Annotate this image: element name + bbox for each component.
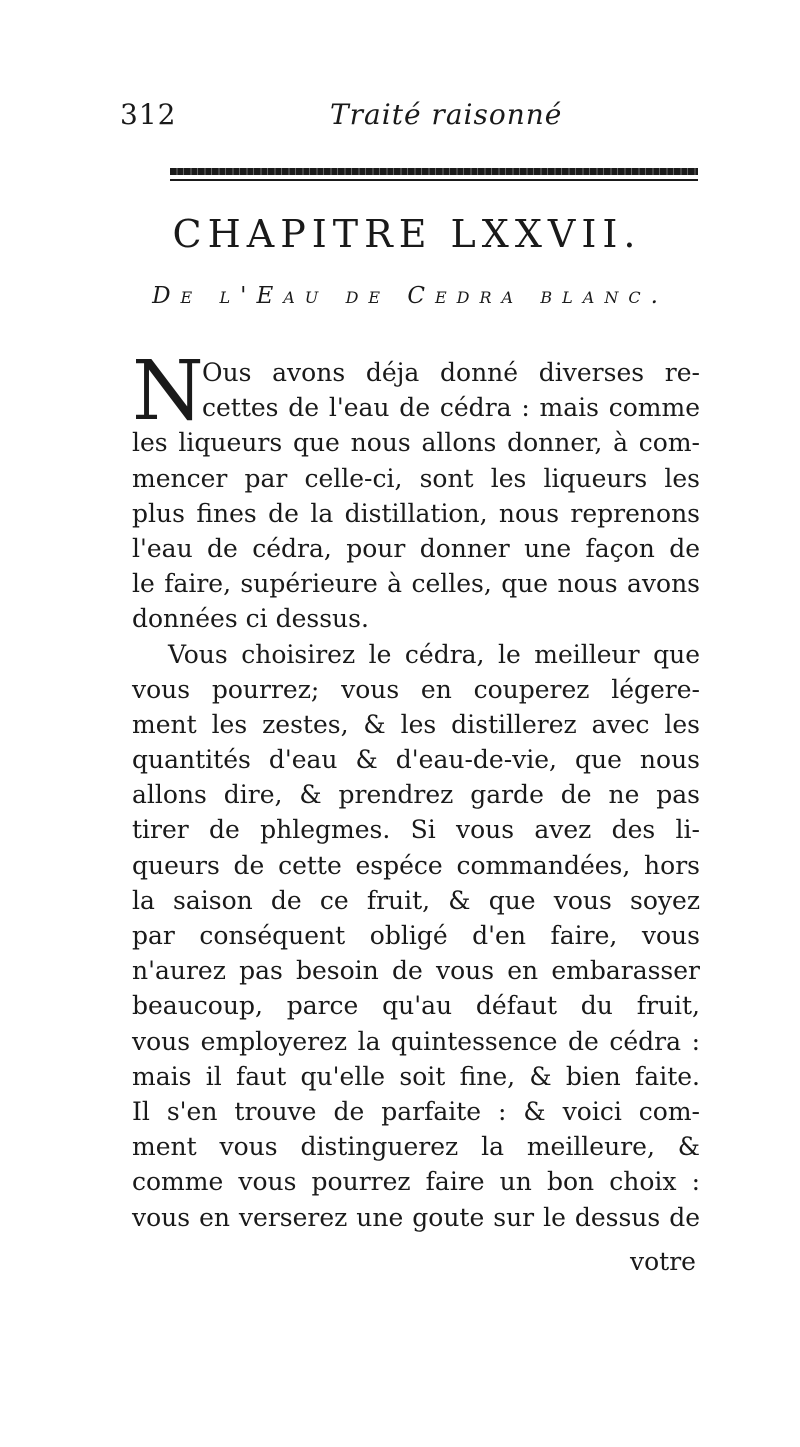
text-line: plus fines de la distillation, nous reprenons: [132, 498, 700, 528]
running-title: Traité raisonné: [330, 98, 563, 131]
text-line: quantités d'eau & d'eau-de-vie, que nous: [132, 745, 700, 775]
text-line: les liqueurs que nous allons donner, à com-: [132, 428, 700, 458]
ornamental-rule: [170, 168, 698, 182]
text-line: la saison de ce fruit, & que vous soyez: [132, 885, 700, 915]
text-line: le faire, supérieure à celles, que nous avons: [132, 569, 700, 599]
text-line: ment les zestes, & les distillerez avec les: [132, 709, 700, 739]
text-line: n'aurez pas besoin de vous en embarasser: [132, 956, 700, 986]
text-line: mencer par celle-ci, sont les liqueurs les: [132, 463, 700, 493]
text-line: allons dire, & prendrez garde de ne pas: [132, 780, 700, 810]
rule-thick-band: [170, 168, 698, 175]
catchword: votre: [630, 1247, 696, 1276]
text-line: vous pourrez; vous en couperez légere-: [132, 674, 700, 704]
chapter-subheading: De l'Eau de Cedra blanc.: [152, 283, 668, 309]
chapter-heading: CHAPITRE LXXVII.: [172, 212, 642, 256]
text-line: comme vous pourrez faire un bon choix :: [132, 1167, 700, 1197]
text-line: cettes de l'eau de cédra : mais comme: [202, 393, 700, 423]
text-line: mais il faut qu'elle soit fine, & bien faite.: [132, 1061, 700, 1091]
text-line: Vous choisirez le cédra, le meilleur que: [168, 639, 700, 669]
text-line: ment vous distinguerez la meilleure, &: [132, 1132, 700, 1162]
page-number: 312: [120, 98, 177, 131]
body-text: [132, 344, 700, 1235]
text-line: Il s'en trouve de parfaite : & voici com-: [132, 1096, 700, 1126]
running-head: [120, 98, 700, 142]
text-line: vous employerez la quintessence de cédra :: [132, 1026, 700, 1056]
text-line: par conséquent obligé d'en faire, vous: [132, 921, 700, 950]
text-line: vous en verserez une goute sur le dessus de: [132, 1202, 700, 1232]
text-line: tirer de phlegmes. Si vous avez des li-: [132, 815, 700, 845]
text-line: données ci dessus.: [132, 604, 369, 634]
text-line: beaucoup, parce qu'au défaut du fruit,: [132, 991, 700, 1021]
drop-cap: N: [132, 344, 204, 439]
text-line: Ous avons déja donné diverses re-: [202, 358, 700, 387]
text-line: l'eau de cédra, pour donner une façon de: [132, 533, 700, 563]
text-line: queurs de cette espéce commandées, hors: [132, 850, 700, 880]
rule-thin-line: [170, 179, 698, 181]
